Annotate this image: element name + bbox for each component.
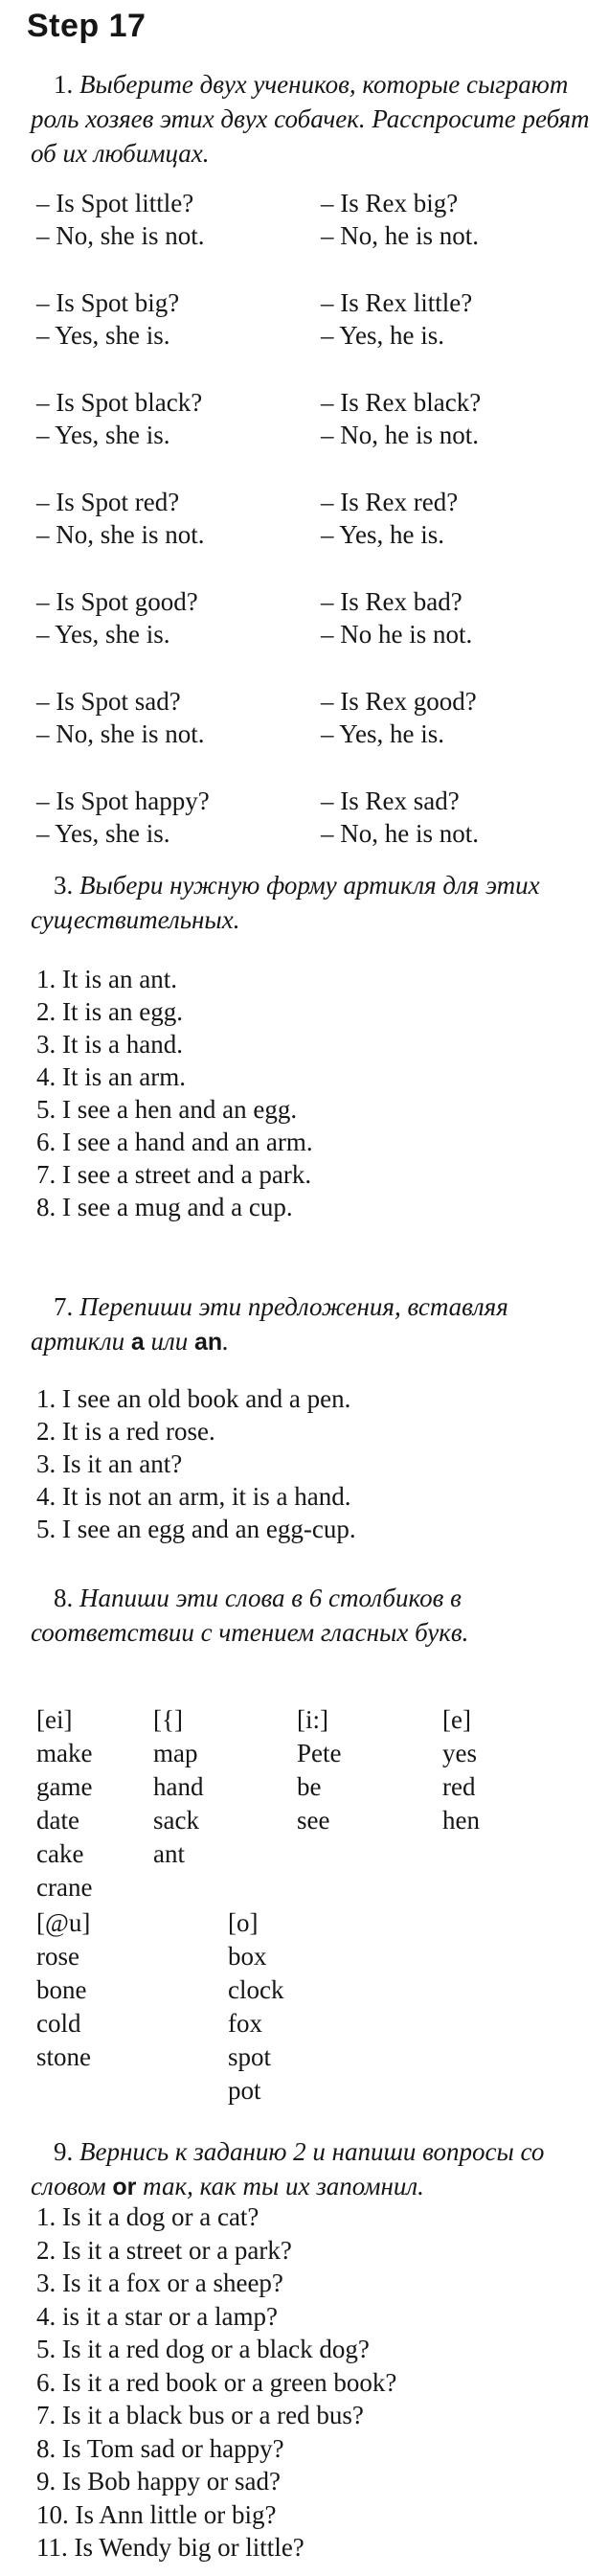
column-word: be	[297, 1772, 322, 1801]
task8-number: 8.	[54, 1584, 74, 1612]
question-line: 7. Is it a black bus or a red bus?	[36, 2401, 364, 2429]
dialog-spot-line: – No, she is not.	[36, 520, 205, 549]
column-header: [{]	[153, 1705, 183, 1734]
vowel-column	[297, 1703, 342, 1837]
column-word: stone	[36, 2042, 91, 2071]
column-header: [i:]	[297, 1705, 328, 1734]
answer-line: 3. It is a hand.	[36, 1030, 183, 1059]
dialog-rex-line: – Is Rex little?	[321, 288, 473, 317]
task8-instruction	[31, 1581, 596, 1650]
dialog-rex-line: – Yes, he is.	[321, 719, 445, 748]
dialog-spot-line: – No, she is not.	[36, 719, 205, 748]
answer-line: 5. I see an egg and an egg-cup.	[36, 1515, 356, 1543]
dialog-spot-line: – Yes, she is.	[36, 620, 170, 649]
dialog-spot-line: – Is Spot sad?	[36, 687, 181, 716]
column-word: make	[36, 1739, 93, 1767]
dialog-spot-line: – Is Spot little?	[36, 189, 194, 217]
column-word: clock	[228, 1975, 284, 2004]
task7-number: 7.	[54, 1292, 74, 1321]
column-word: yes	[442, 1739, 477, 1767]
dialog-spot-line: – Is Spot big?	[36, 288, 180, 317]
dialog-spot-line: – No, she is not.	[36, 221, 205, 250]
dialog-rex-line: – Is Rex sad?	[321, 786, 460, 815]
dialog-rex-line: – Is Rex big?	[321, 189, 459, 217]
dialog-rex-line: – Yes, he is.	[321, 520, 445, 549]
column-header: [e]	[442, 1705, 471, 1734]
answer-line: 2. It is a red rose.	[36, 1417, 215, 1446]
column-word: rose	[36, 1942, 79, 1971]
dialog-rex-line: – Is Rex good?	[321, 687, 477, 716]
column-word: bone	[36, 1975, 87, 2004]
dialog-rex-line: – Is Rex bad?	[321, 587, 462, 616]
task3-instruction	[31, 868, 596, 937]
task9-text: Вернись к заданию 2 и напиши вопросы со словом	[31, 2137, 545, 2200]
task7-text: Перепиши эти предложения, вставляя артикли	[31, 1292, 508, 1356]
question-line: 5. Is it a red dog or a black dog?	[36, 2335, 370, 2363]
answer-line: 6. I see a hand and an arm.	[36, 1128, 313, 1156]
vowel-column	[36, 1906, 91, 2074]
question-line: 8. Is Tom sad or happy?	[36, 2433, 284, 2463]
dialog-spot-line: – Is Spot good?	[36, 587, 198, 616]
answer-line: 7. I see a street and a park.	[36, 1160, 312, 1189]
dialog-spot-line: – Yes, she is.	[36, 819, 170, 848]
word-or-ru: или	[150, 1327, 189, 1356]
column-header: [@u]	[36, 1908, 91, 1937]
dialog-rex-line: – No, he is not.	[321, 421, 479, 449]
vowel-column	[36, 1703, 92, 1904]
vowel-column	[442, 1703, 480, 1837]
answer-line: 1. It is an ant.	[36, 965, 177, 993]
dialog-spot-line: – Yes, she is.	[36, 421, 170, 449]
vowel-column	[153, 1703, 203, 1871]
column-word: ant	[153, 1839, 185, 1868]
dialog-spot-line: – Is Spot black?	[36, 388, 203, 417]
column-word: red	[442, 1772, 476, 1801]
column-word: hen	[442, 1806, 480, 1835]
dialog-rex-line: – Is Rex black?	[321, 388, 482, 417]
answer-line: 4. It is not an arm, it is a hand.	[36, 1482, 351, 1511]
column-word: hand	[153, 1772, 204, 1801]
answer-line: 8. I see a mug and a cup.	[36, 1193, 293, 1221]
answer-line: 2. It is an egg.	[36, 997, 183, 1026]
answer-line: 4. It is an arm.	[36, 1062, 186, 1091]
question-line: 9. Is Bob happy or sad?	[36, 2467, 281, 2496]
task8-text: Напиши эти слова в 6 столбиков в соответствии с чтением гласных букв.	[31, 1584, 469, 1647]
column-word: crane	[36, 1873, 93, 1902]
question-line: 1. Is it a dog or a cat?	[36, 2202, 259, 2231]
column-word: see	[297, 1806, 330, 1835]
article-a: a	[130, 1329, 145, 1356]
task7-instruction: 7. Перепиши эти предложения, вставляя артикли a или an.	[31, 1292, 508, 1356]
dialog-spot-line: – Is Spot happy?	[36, 786, 210, 815]
column-word: game	[36, 1772, 93, 1801]
column-word: sack	[153, 1806, 199, 1835]
task9-instruction	[31, 2134, 596, 2204]
column-word: map	[153, 1739, 198, 1767]
column-word: box	[228, 1942, 267, 1971]
question-line: 10. Is Ann little or big?	[36, 2499, 277, 2529]
answer-line: 3. Is it an ant?	[36, 1449, 183, 1478]
dialog-spot-line: – Yes, she is.	[36, 321, 170, 350]
dialog-spot-line: – Is Spot red?	[36, 488, 180, 516]
column-word: cake	[36, 1839, 84, 1868]
question-line: 2. Is it a street or a park?	[36, 2235, 292, 2265]
vowel-column	[228, 1906, 283, 2108]
page-title: Step 17	[27, 8, 147, 44]
question-line: 6. Is it a red book or a green book?	[36, 2367, 397, 2397]
task3-number: 3.	[54, 871, 74, 900]
column-word: fox	[228, 2009, 262, 2038]
task9-number: 9.	[54, 2137, 74, 2166]
column-header: [ei]	[36, 1705, 73, 1734]
task9-text-end: так, как ты их запомнил.	[143, 2172, 424, 2200]
dialog-rex-line: – No, he is not.	[321, 221, 479, 250]
column-word: date	[36, 1806, 79, 1835]
article-an: an	[194, 1329, 223, 1356]
answer-line: 5. I see a hen and an egg.	[36, 1095, 298, 1124]
dialog-rex-line: – No he is not.	[321, 620, 473, 649]
column-word: Pete	[297, 1739, 342, 1767]
answer-line: 1. I see an old book and a pen.	[36, 1384, 351, 1413]
column-header: [o]	[228, 1908, 259, 1937]
task1-text: Выберите двух учеников, которые сыграют роль хозяев этих двух собачек. Расспросите ребят об их любимцах.	[31, 70, 590, 168]
dialog-rex-line: – No, he is not.	[321, 819, 479, 848]
column-word: spot	[228, 2042, 272, 2071]
task3-text: Выбери нужную форму артикля для этих существительных.	[31, 871, 540, 934]
word-or: or	[112, 2174, 137, 2200]
column-word: pot	[228, 2076, 261, 2105]
question-line: 3. Is it a fox or a sheep?	[36, 2268, 283, 2297]
question-line: 11. Is Wendy big or little?	[36, 2533, 304, 2562]
dialog-rex-line: – Yes, he is.	[321, 321, 445, 350]
column-word: cold	[36, 2009, 81, 2038]
dialog-rex-line: – Is Rex red?	[321, 488, 459, 516]
task1-instruction	[31, 67, 596, 171]
task1-number: 1.	[54, 70, 74, 99]
question-line: 4. is it a star or a lamp?	[36, 2301, 278, 2331]
